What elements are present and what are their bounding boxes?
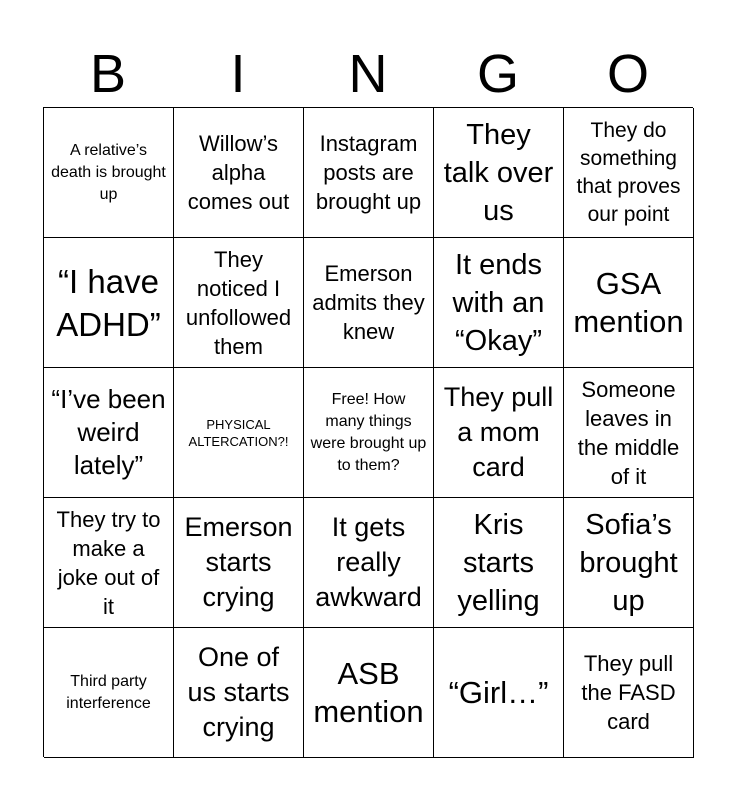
header-letter-g: G [476,44,519,104]
bingo-cell-b4[interactable] [44,498,174,628]
cell-text: They try to make a joke out of it [56,506,161,619]
cell-text: They noticed I unfollowed them [185,246,292,359]
bingo-cell-o5[interactable] [564,628,694,758]
cell-text: Willow’s alpha comes out [187,131,290,214]
bingo-cell-i2[interactable] [174,238,304,368]
cell-text: ASB mention [313,655,424,729]
bingo-cell-g5[interactable] [434,628,564,758]
bingo-cell-g4[interactable] [434,498,564,628]
bingo-cell-b1[interactable] [44,108,174,238]
cell-text: Third party interference [66,672,151,712]
cell-text: A relative’s death is brought up [51,141,166,203]
bingo-cell-n3-free[interactable] [304,368,434,498]
header-letter-n: N [348,44,388,104]
cell-text: They do something that proves our point [576,118,681,226]
cell-text: They talk over us [443,118,554,227]
header-letter-i: I [230,44,246,104]
bingo-cell-o4[interactable] [564,498,694,628]
header-letter-o: O [606,44,649,104]
bingo-cell-o1[interactable] [564,108,694,238]
bingo-cell-n4[interactable] [304,498,434,628]
bingo-cell-g2[interactable] [434,238,564,368]
cell-text: They pull a mom card [443,382,554,482]
cell-text: GSA mention [573,265,684,339]
cell-text: “I have ADHD” [56,262,161,343]
bingo-header [43,40,693,108]
bingo-cell-i5[interactable] [174,628,304,758]
bingo-cell-g3[interactable] [434,368,564,498]
bingo-cell-n2[interactable] [304,238,434,368]
bingo-cell-n1[interactable] [304,108,434,238]
cell-text: It gets really awkward [315,512,422,612]
header-letter-b: B [89,44,127,104]
bingo-cell-i4[interactable] [174,498,304,628]
cell-text: Emerson starts crying [184,512,293,612]
bingo-cell-o3[interactable] [564,368,694,498]
bingo-cell-b5[interactable] [44,628,174,758]
bingo-cell-b3[interactable] [44,368,174,498]
bingo-card [43,107,693,757]
cell-text: Someone leaves in the middle of it [577,376,680,489]
cell-text: “Girl…” [448,674,549,710]
cell-text: Kris starts yelling [457,508,540,617]
cell-text: It ends with an “Okay” [452,248,545,357]
cell-text: Free! How many things were brought up to them? [310,390,427,474]
bingo-cell-i3[interactable] [174,368,304,498]
bingo-cell-i1[interactable] [174,108,304,238]
bingo-cell-n5[interactable] [304,628,434,758]
bingo-cell-g1[interactable] [434,108,564,238]
cell-text: One of us starts crying [187,642,290,742]
cell-text: Sofia’s brought up [579,508,678,617]
cell-text: “I’ve been weird lately” [51,384,166,480]
cell-text: Emerson admits they knew [312,261,425,344]
bingo-cell-b2[interactable] [44,238,174,368]
cell-text: PHYSICAL ALTERCATION?! [188,416,289,449]
bingo-cell-o2[interactable] [564,238,694,368]
cell-text: Instagram posts are brought up [315,131,422,214]
cell-text: They pull the FASD card [581,651,676,734]
